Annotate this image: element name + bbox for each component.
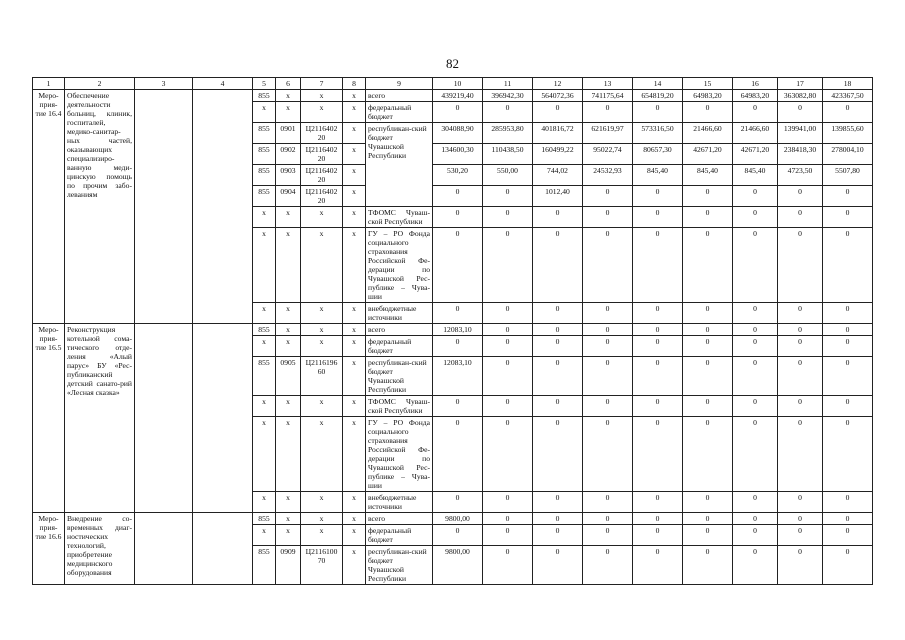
value-cell: 0	[483, 102, 533, 123]
value-cell: 396942,30	[483, 90, 533, 102]
value-cell: 24532,93	[583, 165, 633, 186]
value-cell: 0	[778, 228, 823, 303]
code-cell: х	[343, 513, 366, 525]
value-cell: 42671,20	[733, 144, 778, 165]
value-cell: 0	[733, 513, 778, 525]
measure-cell: Меро-прия-тие 16.6	[33, 513, 65, 585]
value-cell: 0	[633, 336, 683, 357]
value-cell: 0	[683, 336, 733, 357]
code-cell: 0902	[276, 144, 301, 165]
code-cell: х	[301, 324, 343, 336]
measure-cell: Меро-прия-тие 16.4	[33, 90, 65, 324]
code-cell: 0909	[276, 546, 301, 585]
code-cell: 0901	[276, 123, 301, 144]
value-cell: 0	[778, 186, 823, 207]
funding-source: ТФОМС Чуваш-ской Республики	[366, 207, 433, 228]
value-cell: 0	[683, 303, 733, 324]
value-cell: 95022,74	[583, 144, 633, 165]
code-cell: х	[276, 525, 301, 546]
measure-cell: Меро-прия-тие 16.5	[33, 324, 65, 513]
value-cell: 0	[483, 417, 533, 492]
code-cell: х	[276, 336, 301, 357]
code-cell: х	[301, 417, 343, 492]
code-cell: х	[343, 357, 366, 396]
value-cell: 285953,80	[483, 123, 533, 144]
value-cell: 0	[483, 303, 533, 324]
col-header: 1	[33, 78, 65, 90]
value-cell: 0	[583, 357, 633, 396]
value-cell: 0	[823, 336, 873, 357]
value-cell: 0	[583, 525, 633, 546]
value-cell: 0	[483, 186, 533, 207]
value-cell: 0	[823, 417, 873, 492]
value-cell: 0	[633, 396, 683, 417]
value-cell: 139941,00	[778, 123, 823, 144]
value-cell: 741175,64	[583, 90, 633, 102]
value-cell: 4723,50	[778, 165, 823, 186]
value-cell: 0	[823, 396, 873, 417]
budget-table	[32, 77, 873, 585]
value-cell: 64983,20	[733, 90, 778, 102]
value-cell: 0	[778, 336, 823, 357]
value-cell: 0	[778, 513, 823, 525]
code-cell: 855	[253, 357, 276, 396]
funding-source: всего	[366, 513, 433, 525]
value-cell: 0	[683, 396, 733, 417]
value-cell: 0	[733, 228, 778, 303]
value-cell: 0	[433, 492, 483, 513]
value-cell: 80657,30	[633, 144, 683, 165]
code-cell: 855	[253, 513, 276, 525]
value-cell: 564072,36	[533, 90, 583, 102]
code-cell: х	[276, 513, 301, 525]
code-cell: х	[301, 513, 343, 525]
funding-source: всего	[366, 324, 433, 336]
code-cell: х	[253, 303, 276, 324]
code-cell: х	[276, 102, 301, 123]
page-number: 82	[446, 56, 459, 71]
value-cell: 0	[533, 513, 583, 525]
value-cell: 0	[683, 546, 733, 585]
value-cell: 0	[433, 303, 483, 324]
code-cell: 855	[253, 123, 276, 144]
value-cell: 0	[823, 303, 873, 324]
funding-source: федеральный бюджет	[366, 525, 433, 546]
value-cell: 0	[633, 513, 683, 525]
value-cell: 0	[733, 336, 778, 357]
col-header: 6	[276, 78, 301, 90]
value-cell: 0	[533, 546, 583, 585]
value-cell: 0	[583, 546, 633, 585]
col-header: 4	[193, 78, 253, 90]
col-header: 9	[366, 78, 433, 90]
value-cell: 9800,00	[433, 546, 483, 585]
value-cell: 401816,72	[533, 123, 583, 144]
value-cell: 0	[633, 357, 683, 396]
value-cell: 0	[733, 324, 778, 336]
col-header: 13	[583, 78, 633, 90]
value-cell: 0	[533, 525, 583, 546]
value-cell: 0	[583, 324, 633, 336]
value-cell: 0	[533, 102, 583, 123]
value-cell: 0	[778, 417, 823, 492]
value-cell: 845,40	[683, 165, 733, 186]
code-cell: Ц2116196 60	[301, 357, 343, 396]
value-cell: 845,40	[733, 165, 778, 186]
value-cell: 423367,50	[823, 90, 873, 102]
value-cell: 0	[433, 207, 483, 228]
col-header: 15	[683, 78, 733, 90]
code-cell: х	[276, 228, 301, 303]
col-header: 5	[253, 78, 276, 90]
col-header: 16	[733, 78, 778, 90]
value-cell: 0	[683, 357, 733, 396]
code-cell: Ц2116402 20	[301, 186, 343, 207]
code-cell: х	[301, 102, 343, 123]
value-cell: 0	[633, 492, 683, 513]
value-cell: 0	[433, 525, 483, 546]
funding-source: республикан-ский бюджет Чувашской Республики	[366, 357, 433, 396]
value-cell: 0	[483, 336, 533, 357]
code-cell: 0905	[276, 357, 301, 396]
code-cell: х	[253, 492, 276, 513]
value-cell: 0	[433, 102, 483, 123]
code-cell: х	[343, 144, 366, 165]
funding-source: ТФОМС Чуваш-ской Республики	[366, 396, 433, 417]
code-cell: х	[301, 207, 343, 228]
code-cell: х	[343, 303, 366, 324]
code-cell: х	[276, 417, 301, 492]
code-cell: х	[343, 336, 366, 357]
col-header: 14	[633, 78, 683, 90]
value-cell: 304088,90	[433, 123, 483, 144]
col-header: 7	[301, 78, 343, 90]
table-row	[33, 513, 873, 525]
value-cell: 0	[778, 492, 823, 513]
value-cell: 0	[683, 207, 733, 228]
value-cell: 0	[683, 228, 733, 303]
value-cell: 9800,00	[433, 513, 483, 525]
empty-cell	[135, 324, 193, 513]
funding-source: внебюджетные источники	[366, 303, 433, 324]
col-header: 12	[533, 78, 583, 90]
funding-source: федеральный бюджет	[366, 336, 433, 357]
code-cell: х	[343, 90, 366, 102]
value-cell: 0	[583, 336, 633, 357]
value-cell: 0	[778, 546, 823, 585]
value-cell: 0	[633, 417, 683, 492]
value-cell: 0	[733, 525, 778, 546]
empty-cell	[135, 513, 193, 585]
measure-description: Внедрение со-временных диаг-ностических технологий, приобретение медицинского оборудования	[65, 513, 135, 585]
value-cell: 0	[533, 396, 583, 417]
code-cell: Ц2116402 20	[301, 144, 343, 165]
code-cell: Ц2116100 70	[301, 546, 343, 585]
code-cell: 855	[253, 546, 276, 585]
code-cell: х	[343, 417, 366, 492]
value-cell: 621619,97	[583, 123, 633, 144]
code-cell: 0904	[276, 186, 301, 207]
code-cell: х	[253, 525, 276, 546]
value-cell: 0	[583, 228, 633, 303]
funding-source: всего	[366, 90, 433, 102]
value-cell: 0	[733, 102, 778, 123]
col-header: 3	[135, 78, 193, 90]
funding-source: внебюджетные источники	[366, 492, 433, 513]
col-header: 11	[483, 78, 533, 90]
value-cell: 160499,22	[533, 144, 583, 165]
value-cell: 12083,10	[433, 357, 483, 396]
value-cell: 0	[778, 207, 823, 228]
value-cell: 0	[533, 303, 583, 324]
value-cell: 110438,50	[483, 144, 533, 165]
value-cell: 0	[823, 492, 873, 513]
value-cell: 0	[433, 228, 483, 303]
funding-source: республикан-ский бюджет Чувашской Республики	[366, 123, 433, 207]
value-cell: 0	[483, 207, 533, 228]
value-cell: 0	[583, 417, 633, 492]
value-cell: 0	[733, 186, 778, 207]
code-cell: х	[253, 396, 276, 417]
value-cell: 0	[483, 513, 533, 525]
code-cell: 855	[253, 165, 276, 186]
code-cell: х	[276, 303, 301, 324]
code-cell: х	[343, 546, 366, 585]
code-cell: х	[343, 123, 366, 144]
value-cell: 0	[433, 396, 483, 417]
measure-description: Реконструкция котельной сома-тического отде-ления «Алый парус» БУ «Рес-публиканский детский санато-рий «Лесная сказка»	[65, 324, 135, 513]
code-cell: 0903	[276, 165, 301, 186]
value-cell: 0	[778, 525, 823, 546]
value-cell: 0	[483, 396, 533, 417]
table-row	[33, 90, 873, 102]
code-cell: х	[301, 228, 343, 303]
value-cell: 12083,10	[433, 324, 483, 336]
value-cell: 744,02	[533, 165, 583, 186]
col-header: 8	[343, 78, 366, 90]
value-cell: 0	[583, 102, 633, 123]
code-cell: х	[276, 207, 301, 228]
value-cell: 0	[533, 492, 583, 513]
value-cell: 0	[583, 303, 633, 324]
value-cell: 42671,20	[683, 144, 733, 165]
code-cell: 855	[253, 90, 276, 102]
value-cell: 0	[683, 102, 733, 123]
code-cell: х	[343, 525, 366, 546]
col-header: 10	[433, 78, 483, 90]
funding-source: ГУ – РО Фонда социального страхования Российской Фе-дерации по Чувашской Рес-публике – Чува-шии	[366, 417, 433, 492]
code-cell: х	[301, 90, 343, 102]
value-cell: 21466,60	[733, 123, 778, 144]
code-cell: х	[253, 228, 276, 303]
value-cell: 654819,20	[633, 90, 683, 102]
value-cell: 0	[683, 525, 733, 546]
col-header: 2	[65, 78, 135, 90]
value-cell: 0	[583, 513, 633, 525]
value-cell: 0	[633, 228, 683, 303]
code-cell: х	[343, 324, 366, 336]
column-number-row	[33, 78, 873, 90]
value-cell: 0	[483, 324, 533, 336]
value-cell: 0	[778, 102, 823, 123]
value-cell: 0	[683, 492, 733, 513]
value-cell: 573316,50	[633, 123, 683, 144]
value-cell: 550,00	[483, 165, 533, 186]
value-cell: 0	[683, 324, 733, 336]
value-cell: 845,40	[633, 165, 683, 186]
value-cell: 0	[733, 417, 778, 492]
table-body	[33, 90, 873, 585]
value-cell: 0	[533, 207, 583, 228]
value-cell: 0	[583, 492, 633, 513]
value-cell: 0	[823, 186, 873, 207]
value-cell: 0	[823, 228, 873, 303]
code-cell: х	[253, 207, 276, 228]
code-cell: х	[343, 102, 366, 123]
value-cell: 0	[633, 207, 683, 228]
value-cell: 0	[633, 324, 683, 336]
value-cell: 64983,20	[683, 90, 733, 102]
value-cell: 139855,60	[823, 123, 873, 144]
value-cell: 0	[533, 357, 583, 396]
code-cell: х	[343, 228, 366, 303]
value-cell: 134600,30	[433, 144, 483, 165]
value-cell: 439219,40	[433, 90, 483, 102]
value-cell: 5507,80	[823, 165, 873, 186]
value-cell: 363082,80	[778, 90, 823, 102]
value-cell: 0	[633, 102, 683, 123]
measure-description: Обеспечение деятельности больниц, клиник, госпиталей, медико-санитар-ных частей, оказывающих специализиро-ванную меди-цинскую помощь по прочим забо-леваниям	[65, 90, 135, 324]
value-cell: 0	[733, 303, 778, 324]
code-cell: х	[276, 324, 301, 336]
value-cell: 0	[733, 207, 778, 228]
code-cell: х	[301, 525, 343, 546]
value-cell: 0	[823, 102, 873, 123]
empty-cell	[193, 513, 253, 585]
value-cell: 0	[683, 186, 733, 207]
empty-cell	[193, 324, 253, 513]
value-cell: 21466,60	[683, 123, 733, 144]
value-cell: 0	[433, 336, 483, 357]
value-cell: 0	[483, 492, 533, 513]
value-cell: 0	[433, 417, 483, 492]
value-cell: 0	[433, 186, 483, 207]
code-cell: Ц2116402 20	[301, 165, 343, 186]
value-cell: 0	[823, 207, 873, 228]
value-cell: 0	[683, 417, 733, 492]
code-cell: х	[276, 492, 301, 513]
value-cell: 1012,40	[533, 186, 583, 207]
funding-source: федеральный бюджет	[366, 102, 433, 123]
col-header: 18	[823, 78, 873, 90]
value-cell: 0	[483, 228, 533, 303]
value-cell: 0	[583, 207, 633, 228]
empty-cell	[193, 90, 253, 324]
value-cell: 530,20	[433, 165, 483, 186]
code-cell: Ц2116402 20	[301, 123, 343, 144]
value-cell: 0	[778, 357, 823, 396]
value-cell: 0	[733, 546, 778, 585]
code-cell: х	[301, 396, 343, 417]
code-cell: х	[343, 492, 366, 513]
code-cell: х	[343, 207, 366, 228]
value-cell: 0	[823, 525, 873, 546]
code-cell: 855	[253, 324, 276, 336]
value-cell: 0	[683, 513, 733, 525]
code-cell: 855	[253, 144, 276, 165]
value-cell: 0	[583, 186, 633, 207]
value-cell: 0	[483, 525, 533, 546]
value-cell: 0	[533, 324, 583, 336]
code-cell: х	[343, 165, 366, 186]
code-cell: х	[343, 396, 366, 417]
col-header: 17	[778, 78, 823, 90]
value-cell: 0	[483, 357, 533, 396]
code-cell: х	[301, 303, 343, 324]
value-cell: 0	[823, 357, 873, 396]
value-cell: 0	[483, 546, 533, 585]
code-cell: х	[253, 102, 276, 123]
table-row	[33, 324, 873, 336]
value-cell: 0	[823, 324, 873, 336]
value-cell: 0	[733, 492, 778, 513]
code-cell: х	[253, 417, 276, 492]
value-cell: 0	[778, 396, 823, 417]
code-cell: х	[301, 336, 343, 357]
value-cell: 0	[633, 546, 683, 585]
code-cell: х	[253, 336, 276, 357]
value-cell: 0	[533, 228, 583, 303]
value-cell: 0	[633, 303, 683, 324]
value-cell: 0	[583, 396, 633, 417]
value-cell: 0	[733, 357, 778, 396]
funding-source: республикан-ский бюджет Чувашской Республики	[366, 546, 433, 585]
value-cell: 0	[633, 186, 683, 207]
code-cell: х	[343, 186, 366, 207]
empty-cell	[135, 90, 193, 324]
value-cell: 0	[823, 546, 873, 585]
value-cell: 0	[778, 324, 823, 336]
value-cell: 278004,10	[823, 144, 873, 165]
value-cell: 0	[778, 303, 823, 324]
value-cell: 0	[733, 396, 778, 417]
value-cell: 238418,30	[778, 144, 823, 165]
value-cell: 0	[823, 513, 873, 525]
value-cell: 0	[633, 525, 683, 546]
code-cell: х	[276, 396, 301, 417]
value-cell: 0	[533, 336, 583, 357]
funding-source: ГУ – РО Фонда социального страхования Российской Фе-дерации по Чувашской Рес-публике – Чува-шии	[366, 228, 433, 303]
value-cell: 0	[533, 417, 583, 492]
code-cell: х	[276, 90, 301, 102]
code-cell: х	[301, 492, 343, 513]
code-cell: 855	[253, 186, 276, 207]
